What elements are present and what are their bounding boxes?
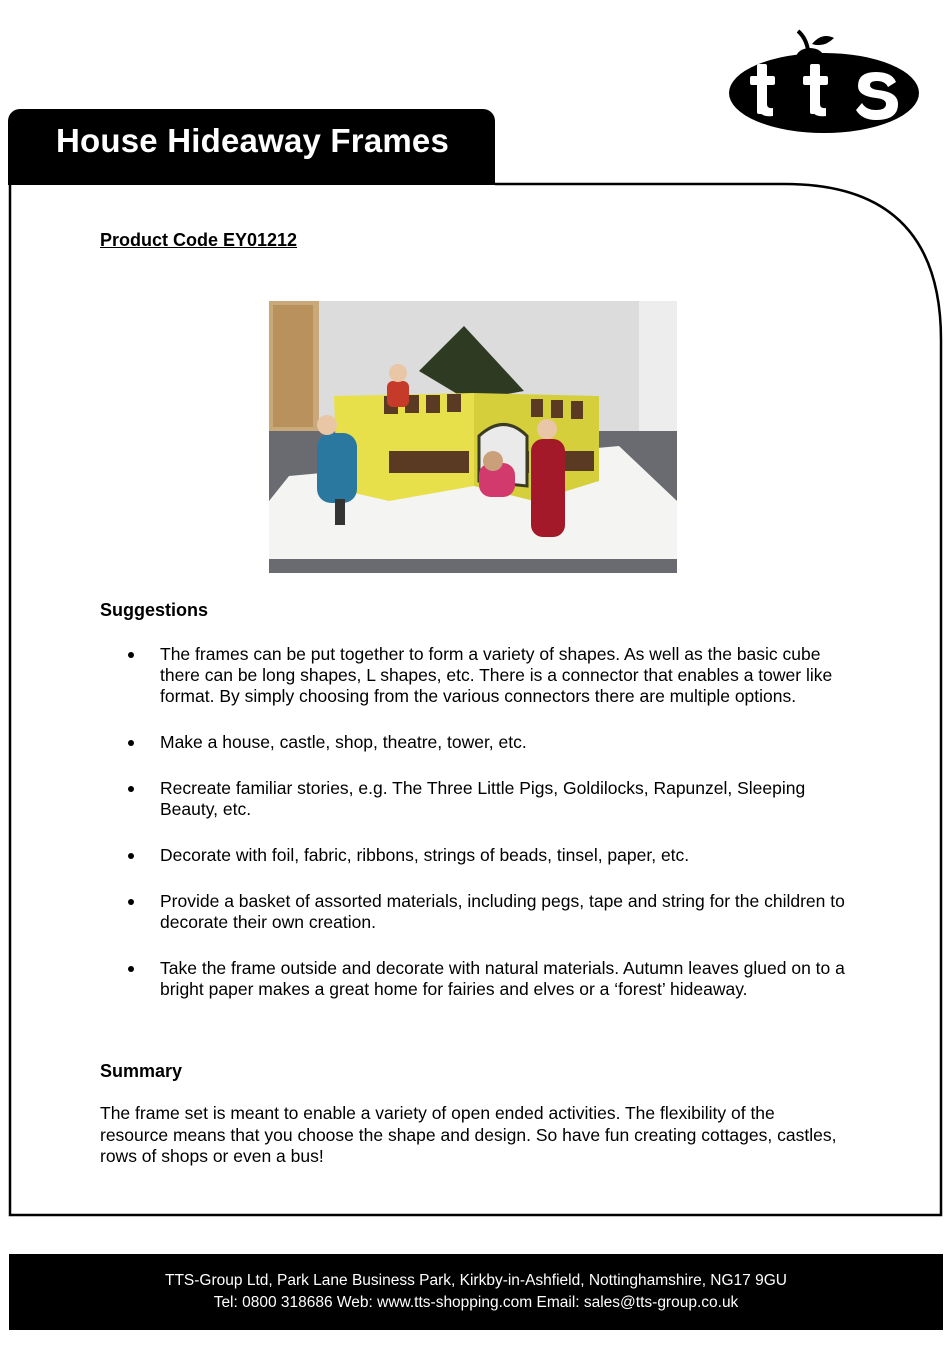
summary-heading: Summary [100,1061,183,1081]
bullet-icon [128,899,134,905]
list-item: Recreate familiar stories, e.g. The Three Little Pigs, Goldilocks, Rapunzel, Sleeping Beauty, etc. [100,778,860,820]
bullet-icon [128,966,134,972]
footer [9,1254,943,1330]
title-banner [8,109,495,185]
suggestions-list [100,644,860,1025]
footer-contact: Tel: 0800 318686 Web: www.tts-shopping.com Email: sales@tts-group.co.uk [213,1294,739,1311]
bullet-icon [128,853,134,859]
product-code: Product Code EY01212 [100,230,298,250]
bullet-icon [128,652,134,658]
list-item: The frames can be put together to form a variety of shapes. As well as the basic cube there can be long shapes, L shapes, etc. There is a connector that enables a tower like format. By simply choosing from the various connectors there are multiple options. [100,644,860,707]
footer-address: TTS-Group Ltd, Park Lane Business Park, Kirkby-in-Ashfield, Nottinghamshire, NG17 9GU [165,1272,787,1289]
bullet-icon [128,740,134,746]
suggestions-heading: Suggestions [100,600,209,620]
list-item: Make a house, castle, shop, theatre, tower, etc. [100,732,860,753]
list-item: Decorate with foil, fabric, ribbons, strings of beads, tinsel, paper, etc. [100,845,860,866]
bullet-icon [128,786,134,792]
list-item: Provide a basket of assorted materials, including pegs, tape and string for the children to decorate their own creation. [100,891,860,933]
summary-text: The frame set is meant to enable a variety of open ended activities. The flexibility of the resource means that you choose the shape and design. So have fun creating cottages, castles, rows of shops or even a bus! [100,1103,837,1166]
tts-logo [726,26,922,134]
page-title: House Hideaway Frames [56,122,450,159]
product-photo [269,301,677,573]
list-item: Take the frame outside and decorate with natural materials. Autumn leaves glued on to a bright paper makes a great home for fairies and elves or a ‘forest’ hideaway. [100,958,860,1000]
